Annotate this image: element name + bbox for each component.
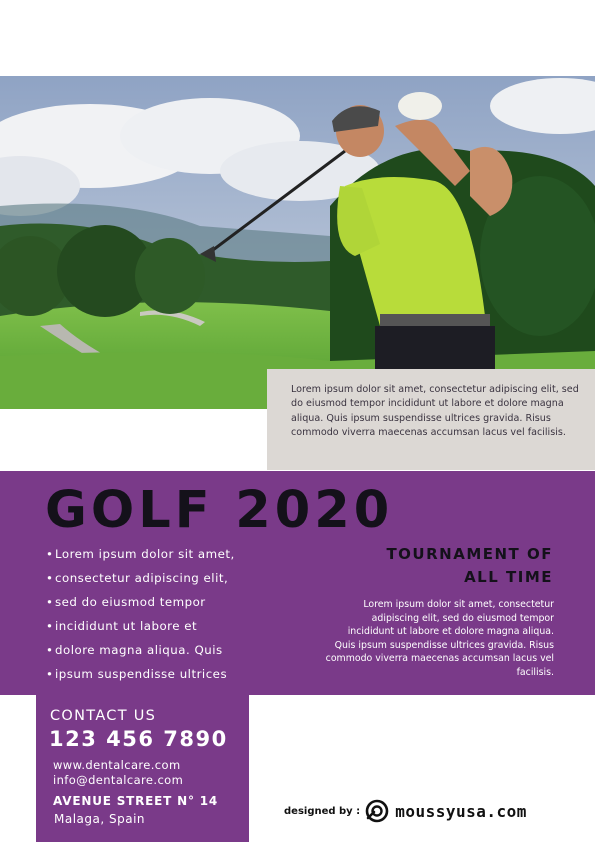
intro-box	[267, 369, 595, 470]
bullet-item: • sed do eiusmod tempor	[46, 592, 235, 616]
contact-box	[36, 695, 249, 842]
email-link[interactable]: info@dentalcare.com	[53, 773, 184, 787]
bullet-item: • incididunt ut labore et	[46, 616, 235, 640]
website-link[interactable]: www.dentalcare.com	[53, 758, 181, 772]
tournament-heading-line1: TOURNAMENT OF	[386, 545, 553, 563]
bullet-dot: •	[46, 667, 54, 681]
bullet-dot: •	[46, 547, 54, 561]
brand-name[interactable]: moussyusa.com	[395, 801, 527, 821]
bullet-item: • ipsum suspendisse ultrices	[46, 664, 235, 688]
tournament-heading	[386, 543, 553, 589]
city-address: Malaga, Spain	[54, 812, 146, 826]
credit-label: designed by :	[284, 805, 361, 817]
street-address: AVENUE STREET N° 14	[53, 794, 219, 808]
bullet-item: • dolore magna aliqua. Quis	[46, 640, 235, 664]
event-title: GOLF 2020	[45, 481, 394, 540]
contact-label: CONTACT US	[50, 708, 157, 724]
bullet-dot: •	[46, 571, 54, 585]
event-bullet-list	[46, 544, 235, 688]
bullet-item: • consectetur adipiscing elit,	[46, 568, 235, 592]
bullet-dot: •	[46, 643, 54, 657]
tournament-text: Lorem ipsum dolor sit amet, consectetur adipiscing elit, sed do eiusmod tempor incididunt ut labore et dolore magna aliqua. Quis ipsum suspendisse ultrices gravida. Risus commodo viverra maecenas accumsan lacus vel facilisis.	[325, 599, 554, 678]
tournament-heading-line2: ALL TIME	[464, 568, 553, 586]
bullet-dot: •	[46, 595, 54, 609]
designer-credit	[284, 799, 527, 823]
bullet-dot: •	[46, 619, 54, 633]
moussyusa-logo-icon	[365, 799, 389, 823]
bullet-item: • Lorem ipsum dolor sit amet,	[46, 544, 235, 568]
hero-photo	[0, 76, 595, 409]
intro-text: Lorem ipsum dolor sit amet, consectetur adipiscing elit, sed do eiusmod tempor incididunt ut labore et dolore magna aliqua. Quis ipsum suspendisse ultrices gravida. Risus commodo viverra maecenas accumsan lacus vel facilisis.	[291, 384, 579, 438]
phone-number[interactable]: 123 456 7890	[49, 727, 228, 751]
